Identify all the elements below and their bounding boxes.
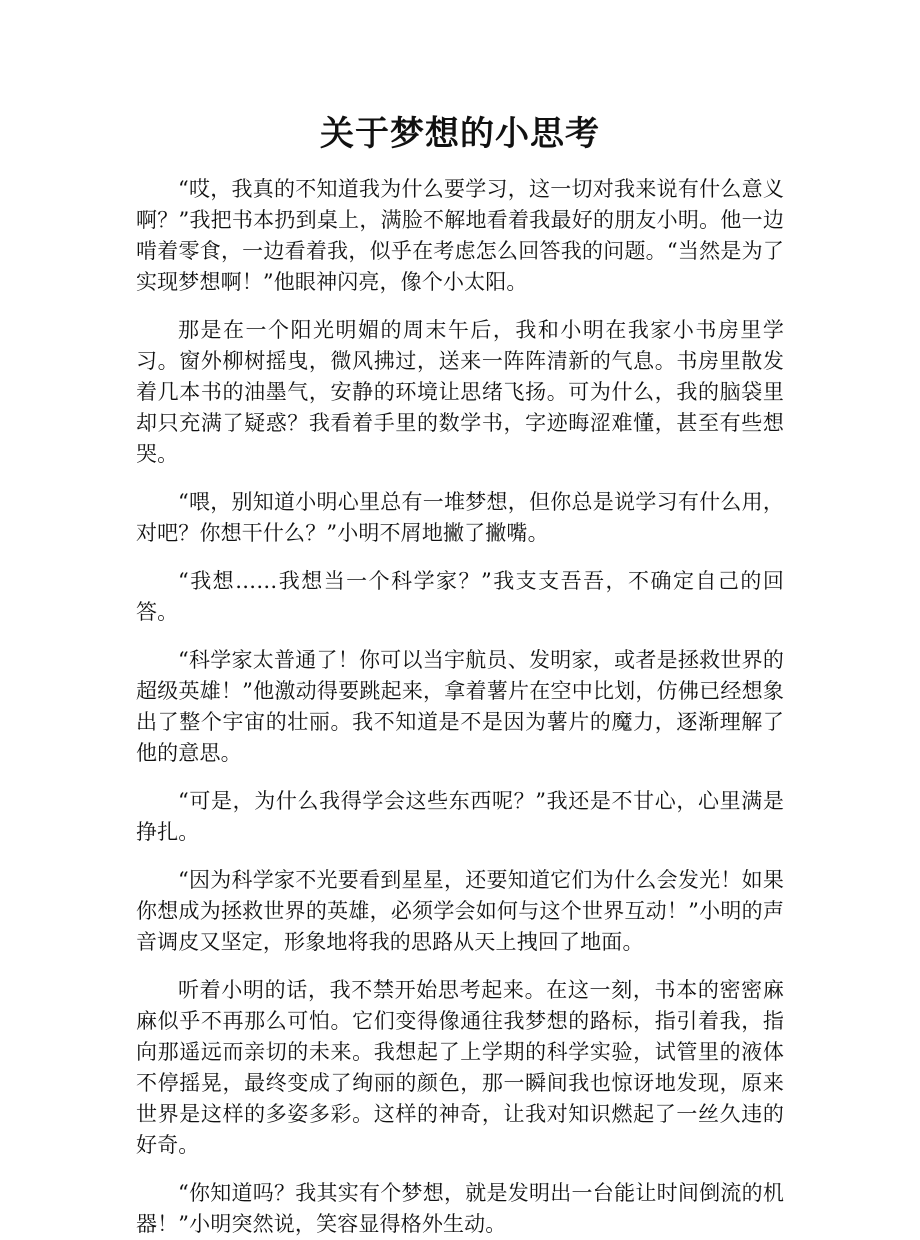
paragraph-9: “你知道吗？我其实有个梦想，就是发明出一台能让时间倒流的机器！”小明突然说，笑容显得格外生动。 — [136, 1181, 784, 1236]
paragraph-8: 听着小明的话，我不禁开始思考起来。在这一刻，书本的密密麻麻似乎不再那么可怕。它们变得像通往我梦想的路标，指引着我，指向那遥远而亲切的未来。我想起了上学期的科学实验，试管里的液体不停摇晃，最终变成了绚丽的颜色，那一瞬间我也惊讶地发现，原来世界是这样的多姿多彩。这样的神奇，让我对知识燃起了一丝久违的好奇。 — [136, 978, 784, 1157]
paragraph-1: “哎，我真的不知道我为什么要学习，这一切对我来说有什么意义啊？”我把书本扔到桌上，满脸不解地看着我最好的朋友小明。他一边啃着零食，一边看着我，似乎在考虑怎么回答我的问题。“当然是为了实现梦想啊！”他眼神闪亮，像个小太阳。 — [136, 177, 784, 294]
paragraph-3: “喂，别知道小明心里总有一堆梦想，但你总是说学习有什么用，对吧？你想干什么？”小明不屑地撇了撇嘴。 — [136, 490, 784, 545]
paragraph-4: “我想……我想当一个科学家？”我支支吾吾，不确定自己的回答。 — [136, 569, 784, 624]
paragraph-6: “可是，为什么我得学会这些东西呢？”我还是不甘心，心里满是挣扎。 — [136, 789, 784, 844]
document-body — [136, 174, 784, 1240]
paragraph-7: “因为科学家不光要看到星星，还要知道它们为什么会发光！如果你想成为拯救世界的英雄，必须学会如何与这个世界互动！”小明的声音调皮又坚定，形象地将我的思路从天上拽回了地面。 — [136, 868, 784, 954]
document-title: 关于梦想的小思考 — [320, 114, 600, 154]
paragraph-2: 那是在一个阳光明媚的周末午后，我和小明在我家小书房里学习。窗外柳树摇曳，微风拂过，送来一阵阵清新的气息。书房里散发着几本书的油墨气，安静的环境让思绪飞扬。可为什么，我的脑袋里却只充满了疑惑？我看着手里的数学书，字迹晦涩难懂，甚至有些想哭。 — [136, 318, 784, 466]
paragraph-5: “科学家太普通了！你可以当宇航员、发明家，或者是拯救世界的超级英雄！”他激动得要跳起来，拿着薯片在空中比划，仿佛已经想象出了整个宇宙的壮丽。我不知道是不是因为薯片的魔力，逐渐理解了他的意思。 — [136, 648, 784, 765]
